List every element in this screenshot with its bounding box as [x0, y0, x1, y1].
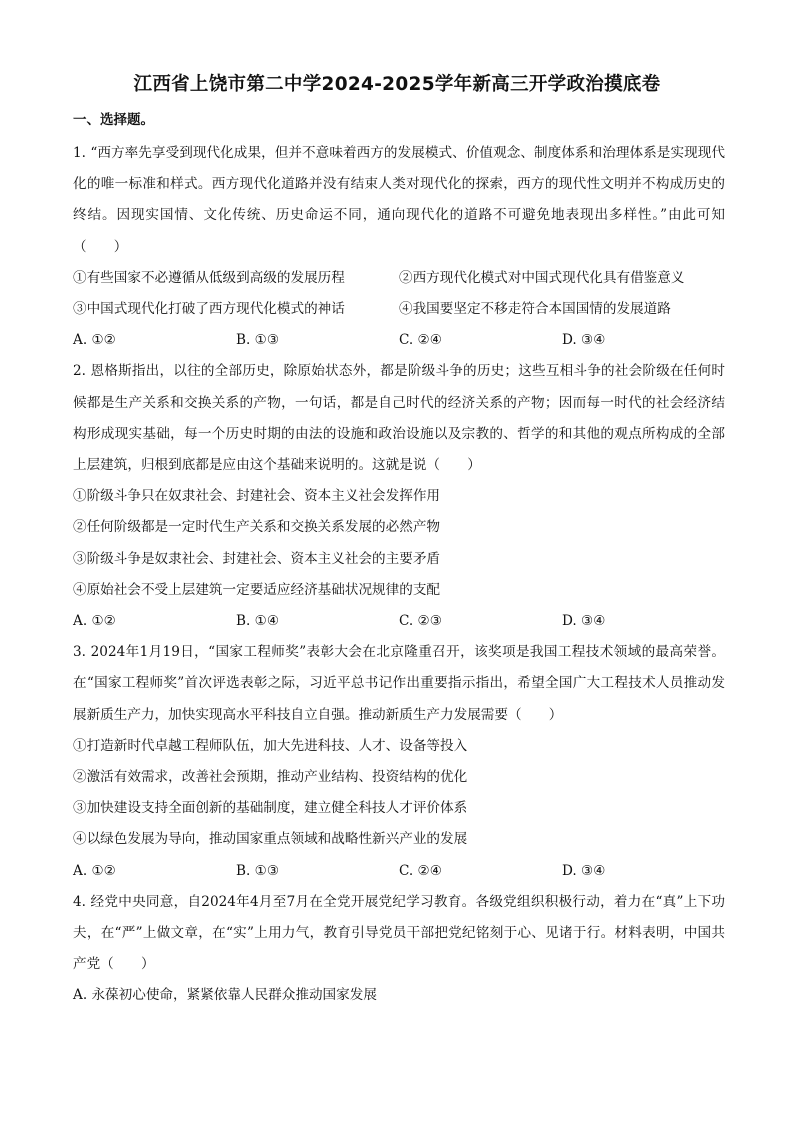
- questions: [73, 138, 725, 1012]
- q2-choice-d[interactable]: D. ③④: [562, 613, 606, 630]
- question-2-choices: [73, 606, 725, 637]
- q1-option-2: ②西方现代化模式对中国式现代化具有借鉴意义: [399, 269, 685, 286]
- q3-choice-d[interactable]: D. ③④: [562, 862, 606, 879]
- question-1-options-row-2: [73, 294, 725, 325]
- question-1-choices: [73, 325, 725, 356]
- q2-choice-c[interactable]: C. ②③: [399, 613, 442, 630]
- q3-choice-b[interactable]: B. ①③: [236, 862, 280, 879]
- question-1-stem: 1. “西方率先享受到现代化成果，但并不意味着西方的发展模式、价值观念、制度体系和治理体系是实现现代化的唯一标准和样式。西方现代化道路并没有结束人类对现代化的探索，西方的现代性文明并不构成历史的终结。因现实国情、文化传统、历史命运不同，通向现代化的道路不可避免地表现出多样性。”由此可知（ ）: [73, 145, 725, 255]
- question-1-options-row-1: [73, 263, 725, 294]
- q1-option-1: ①有些国家不必遵循从低级到高级的发展历程: [73, 269, 345, 286]
- q2-choice-a[interactable]: A. ①②: [73, 613, 116, 630]
- q3-option-4: ④以绿色发展为导向，推动国家重点领域和战略性新兴产业的发展: [73, 831, 468, 848]
- q4-choice-a[interactable]: A. 永葆初心使命，紧紧依靠人民群众推动国家发展: [73, 987, 377, 1004]
- q1-choice-a[interactable]: A. ①②: [73, 332, 116, 349]
- q2-choice-b[interactable]: B. ①④: [236, 613, 280, 630]
- exam-title: 江西省上饶市第二中学2024-2025学年新高三开学政治摸底卷: [133, 74, 661, 95]
- q3-option-2: ②激活有效需求，改善社会预期，推动产业结构、投资结构的优化: [73, 769, 468, 786]
- q2-option-4: ④原始社会不受上层建筑一定要适应经济基础状况规律的支配: [73, 581, 441, 598]
- q3-option-3: ③加快建设支持全面创新的基础制度，建立健全科技人才评价体系: [73, 800, 468, 817]
- section-heading: 一、选择题。: [73, 112, 154, 128]
- q3-choice-a[interactable]: A. ①②: [73, 862, 116, 879]
- question-4-stem: 4. 经党中央同意，自2024年4月至7月在全党开展党纪学习教育。各级党组织积极行动，着力在“真”上下功夫，在“严”上做文章，在“实”上用力气，教育引导党员干部把党纪铭刻于心、见诸于行。材料表明，中国共产党（ ）: [73, 893, 725, 973]
- q3-option-1: ①打造新时代卓越工程师队伍，加大先进科技、人才、设备等投入: [73, 737, 468, 754]
- q3-choice-c[interactable]: C. ②④: [399, 862, 442, 879]
- q2-option-3: ③阶级斗争是奴隶社会、封建社会、资本主义社会的主要矛盾: [73, 550, 441, 567]
- question-3-stem: 3. 2024年1月19日，“国家工程师奖”表彰大会在北京隆重召开，该奖项是我国工程技术领域的最高荣誉。在“国家工程师奖”首次评选表彰之际，习近平总书记作出重要指示指出，希望全国广大工程技术人员推动发展新质生产力，加快实现高水平科技自立自强。推动新质生产力发展需要（ ）: [73, 644, 725, 723]
- q1-option-3: ③中国式现代化打破了西方现代化模式的神话: [73, 301, 345, 318]
- question-3-choices: [73, 856, 725, 887]
- q2-option-1: ①阶级斗争只在奴隶社会、封建社会、资本主义社会发挥作用: [73, 488, 441, 505]
- q2-option-2: ②任何阶级都是一定时代生产关系和交换关系发展的必然产物: [73, 519, 441, 536]
- q1-choice-b[interactable]: B. ①③: [236, 332, 280, 349]
- q1-choice-c[interactable]: C. ②④: [399, 332, 442, 349]
- q1-choice-d[interactable]: D. ③④: [562, 332, 606, 349]
- q1-option-4: ④我国要坚定不移走符合本国国情的发展道路: [399, 301, 671, 318]
- question-2-stem: 2. 恩格斯指出，以往的全部历史，除原始状态外，都是阶级斗争的历史；这些互相斗争的社会阶级在任何时候都是生产关系和交换关系的产物，一句话，都是自己时代的经济关系的产物；因而每一时代的社会经济结构形成现实基础，每一个历史时期的由法的设施和政治设施以及宗教的、哲学的和其他的观点所构成的全部上层建筑，归根到底都是应由这个基础来说明的。这就是说（ ）: [73, 363, 725, 474]
